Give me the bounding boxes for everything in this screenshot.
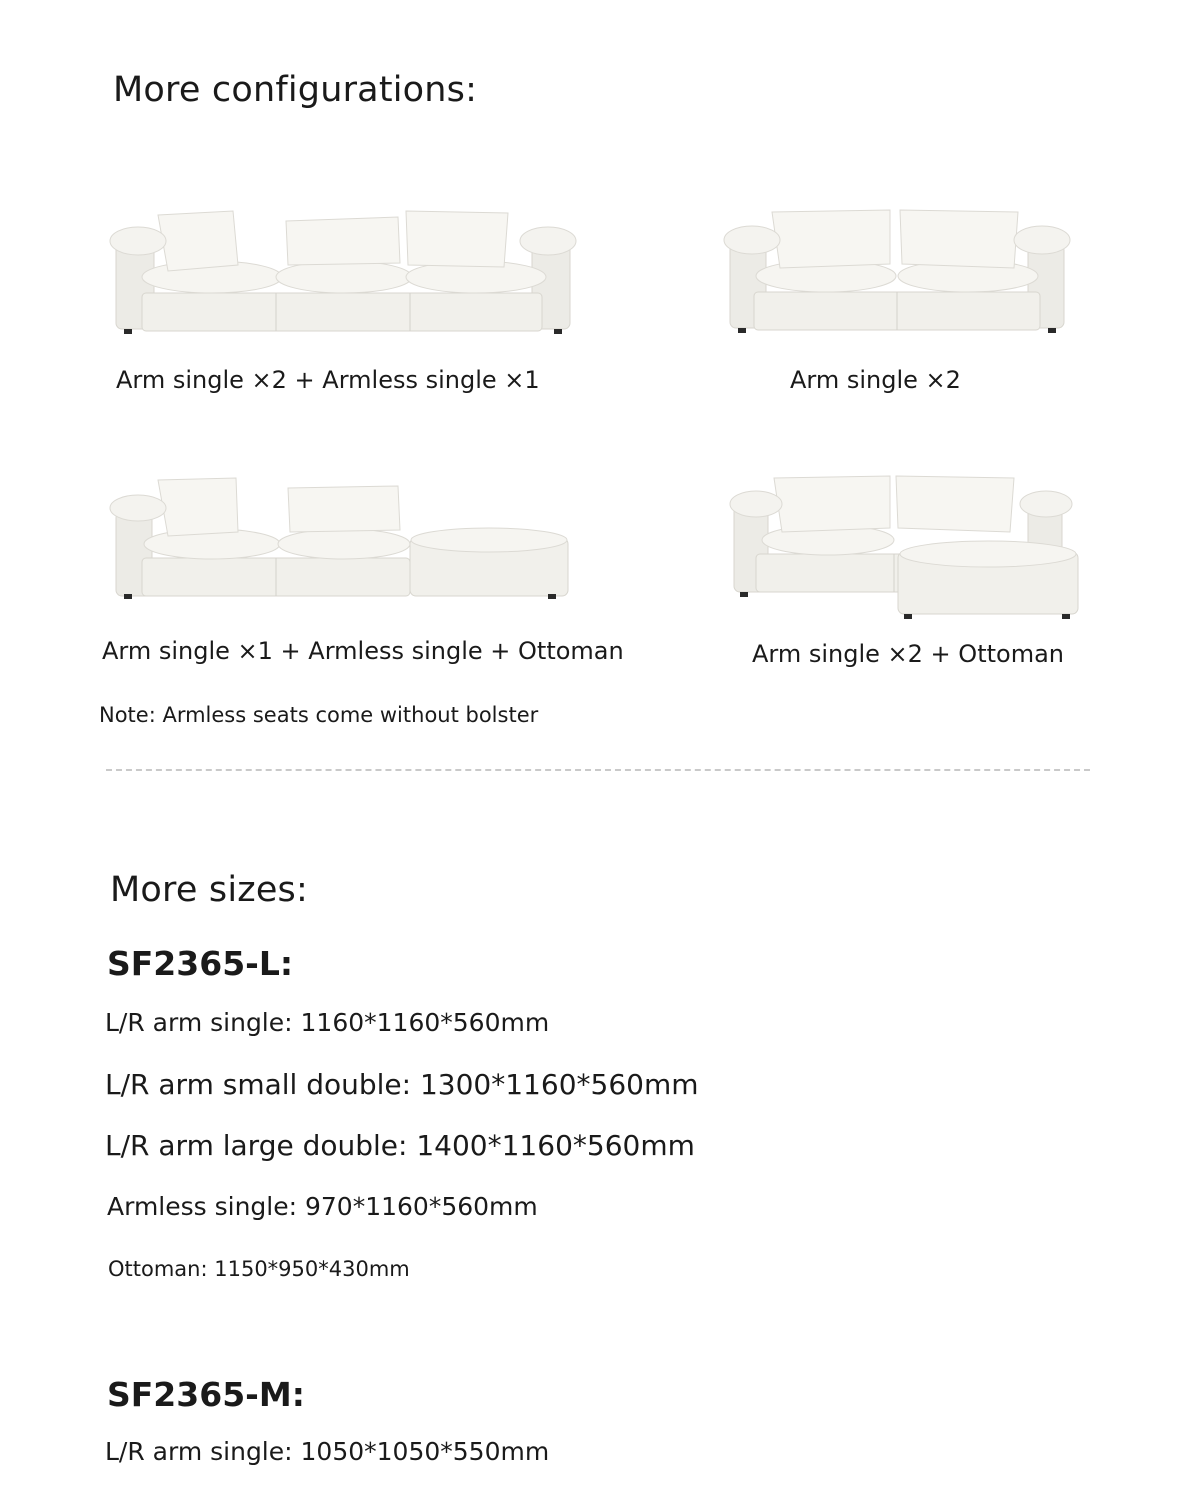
bolster-note: Note: Armless seats come without bolster	[99, 703, 539, 727]
section-divider	[106, 769, 1090, 771]
sofa-three-seat-image	[108, 205, 578, 335]
config-caption-2: Arm single ×2	[790, 366, 961, 394]
config-caption-3: Arm single ×1 + Armless single + Ottoman	[102, 637, 624, 665]
configurations-heading: More configurations:	[113, 70, 478, 110]
sofa-with-ottoman-image	[108, 476, 570, 600]
spec-line: Armless single: 970*1160*560mm	[107, 1192, 538, 1221]
sofa-l-shape-image	[728, 470, 1082, 622]
config-caption-4: Arm single ×2 + Ottoman	[752, 640, 1064, 668]
spec-line: Ottoman: 1150*950*430mm	[108, 1257, 410, 1281]
model-name-m: SF2365-M:	[107, 1375, 305, 1414]
spec-line: L/R arm single: 1050*1050*550mm	[105, 1437, 550, 1466]
sofa-two-seat-image	[722, 206, 1072, 334]
model-name-l: SF2365-L:	[107, 944, 294, 983]
config-caption-1: Arm single ×2 + Armless single ×1	[116, 366, 540, 394]
spec-line: L/R arm large double: 1400*1160*560mm	[105, 1129, 695, 1162]
spec-line: L/R arm single: 1160*1160*560mm	[105, 1008, 550, 1037]
sizes-heading: More sizes:	[110, 870, 308, 910]
spec-line: L/R arm small double: 1300*1160*560mm	[105, 1068, 699, 1101]
